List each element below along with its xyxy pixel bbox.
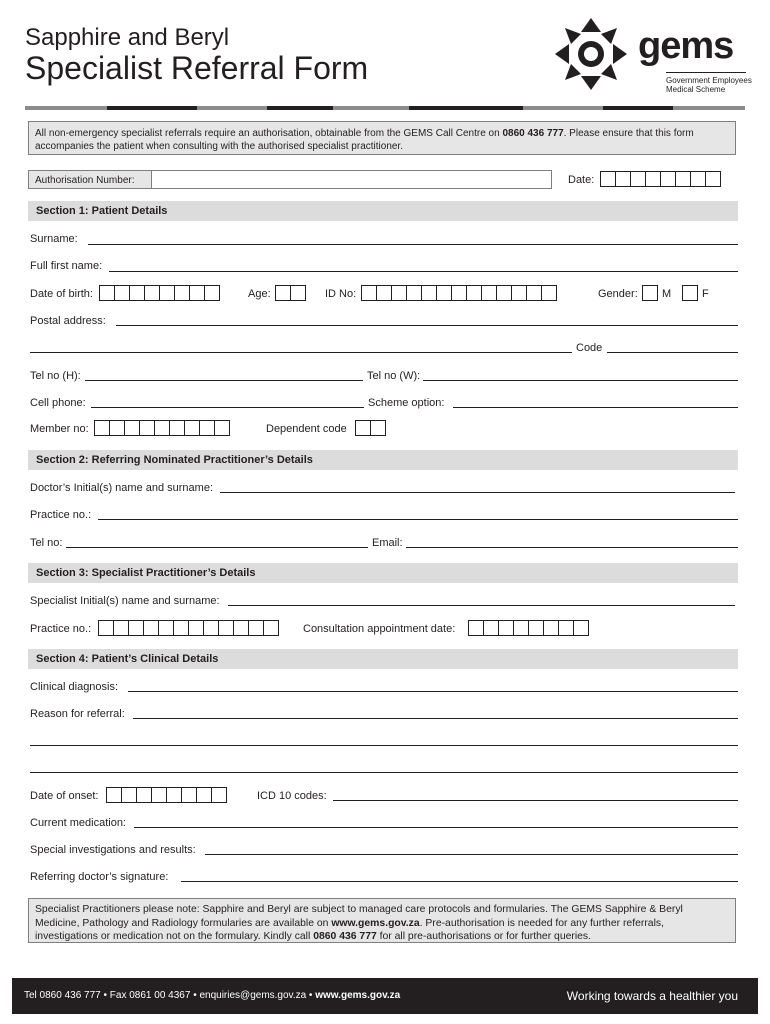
gems-logo [546,14,752,94]
note-text-2: . Pre-authorisation is needed for any further referrals, investigations or medication not on the formulary. Kindly call [35,917,664,942]
onset-date-boxes[interactable] [106,787,226,803]
note-website: www.gems.gov.za [331,917,420,929]
referral-reason-line-1[interactable] [133,718,738,719]
gems-logo-icon [546,14,636,94]
section-4-title: Section 4: Patient’s Clinical Details [36,653,219,665]
dob-label: Date of birth: [30,288,93,300]
current-medication-line[interactable] [134,827,738,828]
id-no-label: ID No: [325,288,357,300]
doctor-name-line[interactable] [220,492,735,493]
notice-phone: 0860 436 777 [502,128,564,139]
age-label: Age: [248,288,271,300]
date-label: Date: [568,174,595,186]
footer-contact-text: Tel 0860 436 777 • Fax 0861 00 4367 • enquiries@gems.gov.za • [24,990,316,1001]
section-1-title: Section 1: Patient Details [36,205,168,217]
scheme-option-line[interactable] [453,407,738,408]
logo-tagline-2: Medical Scheme [666,85,726,94]
tel-home-line[interactable] [85,380,363,381]
notice-text-1: All non-emergency specialist referrals require an authorisation, obtainable from the GEMS Call Centre on [35,128,503,139]
gender-male-label: M [662,288,672,300]
investigations-label: Special investigations and results: [30,844,196,856]
section-2-title: Section 2: Referring Nominated Practitioner’s Details [36,454,313,466]
specialist-name-line[interactable] [228,605,735,606]
gender-male-checkbox[interactable] [642,285,658,301]
postal-code-label: Code [576,342,603,354]
consultation-date-label: Consultation appointment date: [303,623,456,635]
footer-website[interactable]: www.gems.gov.za [315,990,401,1001]
note-phone: 0860 436 777 [313,931,377,942]
specialist-practice-boxes[interactable] [98,620,278,636]
cell-phone-line[interactable] [91,407,364,408]
postal-address-label: Postal address: [30,315,106,327]
member-no-boxes[interactable] [94,420,229,436]
referral-reason-line-2[interactable] [30,745,738,746]
investigations-line[interactable] [205,854,738,855]
footer-slogan: Working towards a healthier you [566,989,738,1003]
date-boxes[interactable] [600,171,720,187]
specialist-practice-label: Practice no.: [30,623,92,635]
section-3-title: Section 3: Specialist Practitioner’s Details [36,567,256,579]
form-subtitle: Sapphire and Beryl [25,24,230,51]
doctor-name-label: Doctor’s Initial(s) name and surname: [30,482,214,494]
first-name-label: Full first name: [30,260,103,272]
current-medication-label: Current medication: [30,817,126,829]
referral-reason-label: Reason for referral: [30,708,125,720]
postal-code-line[interactable] [607,352,738,353]
cell-phone-label: Cell phone: [30,397,86,409]
tel-home-label: Tel no (H): [30,370,81,382]
tel-work-line[interactable] [423,380,738,381]
doctor-signature-label: Referring doctor’s signature: [30,871,169,883]
gender-label: Gender: [598,288,638,300]
authorisation-number-field[interactable] [28,170,552,189]
member-no-label: Member no: [30,423,89,435]
authorisation-notice [28,121,736,155]
postal-address-line-2[interactable] [30,352,572,353]
doctor-email-line[interactable] [406,547,738,548]
section-4-header [28,649,738,669]
surname-label: Surname: [30,233,78,245]
postal-address-line-1[interactable] [116,325,738,326]
first-name-line[interactable] [109,271,738,272]
clinical-diagnosis-label: Clinical diagnosis: [30,681,119,693]
section-1-header [28,201,738,221]
doctor-tel-line[interactable] [66,547,368,548]
section-3-header [28,563,738,583]
footer-contact [24,989,400,1002]
referral-reason-line-3[interactable] [30,772,738,773]
doctor-signature-line[interactable] [181,881,738,882]
icd10-label: ICD 10 codes: [257,790,327,802]
age-boxes[interactable] [275,285,305,301]
footer-bar [12,978,758,1014]
notice-text-2: . Please ensure that this form accompanies the patient when consulting with the authorised specialist practitioner. [35,128,694,152]
onset-date-label: Date of onset: [30,790,99,802]
icd10-line[interactable] [333,800,738,801]
form-title: Specialist Referral Form [25,50,369,86]
consultation-date-boxes[interactable] [468,620,588,636]
practitioner-note [28,898,736,943]
gender-female-label: F [702,288,709,300]
specialist-name-label: Specialist Initial(s) name and surname: [30,595,220,607]
logo-wordmark: gems [638,25,734,67]
doctor-practice-line[interactable] [98,519,738,520]
dependent-code-label: Dependent code [266,423,347,435]
section-2-header [28,450,738,470]
logo-tagline-1: Government Employees [666,76,752,85]
doctor-practice-label: Practice no.: [30,509,92,521]
authorisation-label: Authorisation Number: [35,175,135,186]
dob-boxes[interactable] [99,285,219,301]
doctor-tel-label: Tel no: [30,537,63,549]
tel-work-label: Tel no (W): [367,370,421,382]
clinical-diagnosis-line[interactable] [128,691,738,692]
surname-line[interactable] [88,244,738,245]
id-no-boxes[interactable] [361,285,556,301]
gender-female-checkbox[interactable] [682,285,698,301]
logo-rule [666,72,746,73]
scheme-option-label: Scheme option: [368,397,445,409]
doctor-email-label: Email: [372,537,403,549]
note-text-3: for all pre-authorisations or for further queries. [376,931,592,942]
dependent-code-boxes[interactable] [355,420,385,436]
note-text-1: Specialist Practitioners please note: Sapphire and Beryl are subject to managed care protocols and formularies. The GEMS Sapphire & Beryl Medicine, Pathology and Radiology formularies are available on [35,904,683,929]
